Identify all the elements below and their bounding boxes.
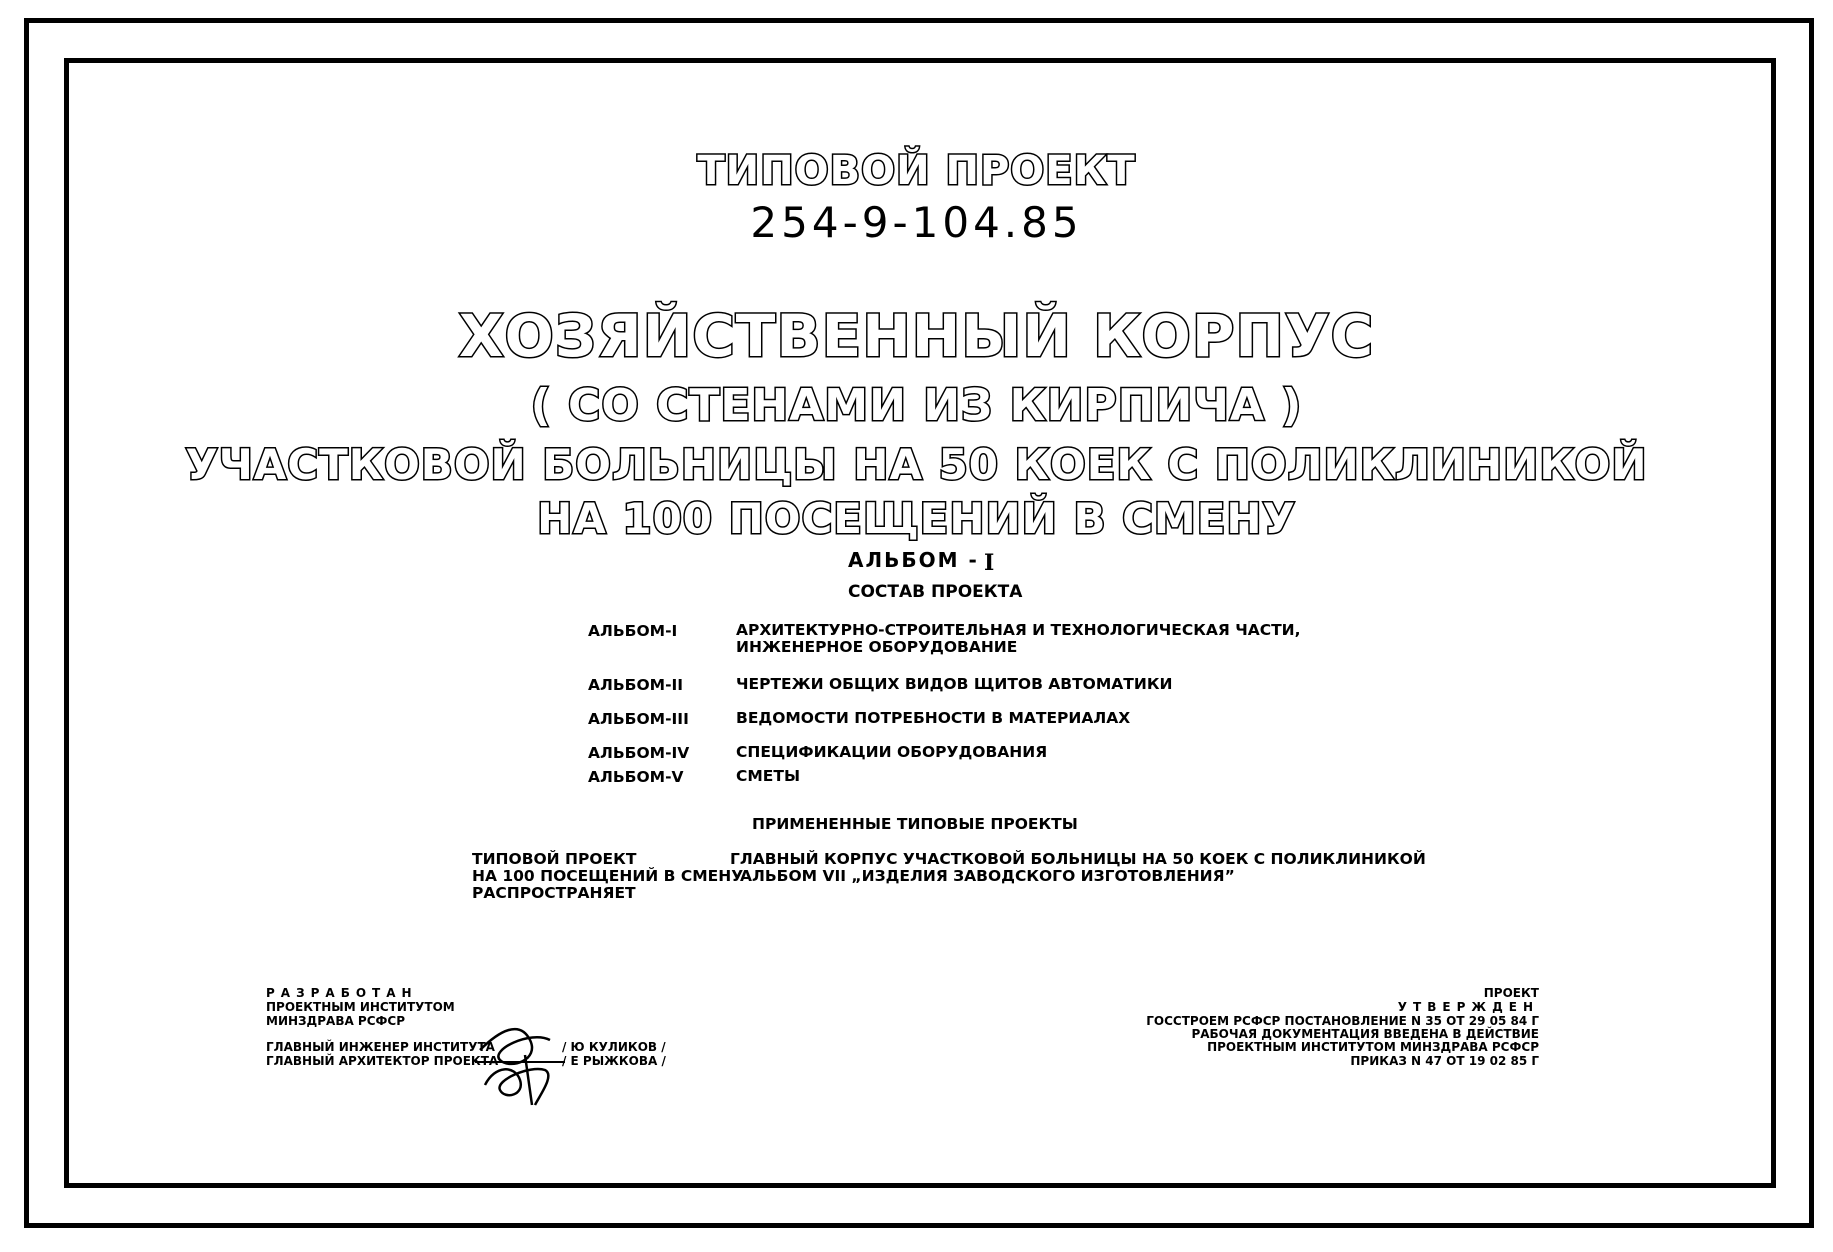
applied-line: ГЛАВНЫЙ КОРПУС УЧАСТКОВОЙ БОЛЬНИЦЫ НА 50 КОЕК С ПОЛИКЛИНИКОЙ xyxy=(730,850,1426,868)
subtitle-line-2: НА 100 ПОСЕЩЕНИЙ В СМЕНУ xyxy=(537,494,1296,543)
walls-subtitle: ( СО СТЕНАМИ ИЗ КИРПИЧА ) xyxy=(530,380,1303,431)
developer-heading: РАЗРАБОТАН xyxy=(266,986,418,1000)
album-description: СМЕТЫ xyxy=(736,767,801,785)
applied-line: РАСПРОСТРАНЯЕТ xyxy=(472,884,636,902)
signature-image xyxy=(470,1010,570,1110)
developer-line: МИНЗДРАВА РСФСР xyxy=(266,1014,406,1028)
approval-line: РАБОЧАЯ ДОКУМЕНТАЦИЯ ВВЕДЕНА В ДЕЙСТВИЕ xyxy=(1191,1027,1539,1041)
album-description-line: АРХИТЕКТУРНО-СТРОИТЕЛЬНАЯ И ТЕХНОЛОГИЧЕСКАЯ ЧАСТИ, xyxy=(736,621,1301,639)
architect-role: ГЛАВНЫЙ АРХИТЕКТОР ПРОЕКТА xyxy=(266,1054,499,1068)
album-description-line: ИНЖЕНЕРНОЕ ОБОРУДОВАНИЕ xyxy=(736,638,1018,656)
applied-line: НА 100 ПОСЕЩЕНИЙ В СМЕНУ xyxy=(472,867,744,885)
engineer-role: ГЛАВНЫЙ ИНЖЕНЕР ИНСТИТУТА xyxy=(266,1040,495,1054)
developer-line: ПРОЕКТНЫМ ИНСТИТУТОМ xyxy=(266,1000,455,1014)
album-code: АЛЬБОМ-I xyxy=(588,622,678,640)
applied-projects-title: ПРИМЕНЕННЫЕ ТИПОВЫЕ ПРОЕКТЫ xyxy=(752,815,1078,833)
album-description: ВЕДОМОСТИ ПОТРЕБНОСТИ В МАТЕРИАЛАХ xyxy=(736,709,1131,727)
architect-name: / Е РЫЖКОВА / xyxy=(562,1054,666,1068)
applied-line: АЛЬБОМ VII „ИЗДЕЛИЯ ЗАВОДСКОГО ИЗГОТОВЛЕНИЯ” xyxy=(740,867,1235,885)
approval-line: ПРОЕКТ xyxy=(1483,986,1539,1000)
approval-line: ГОССТРОЕМ РСФСР ПОСТАНОВЛЕНИЕ N 35 ОТ 29 05 84 Г xyxy=(1146,1014,1539,1028)
album-description xyxy=(736,622,1301,656)
approval-line: ПРОЕКТНЫМ ИНСТИТУТОМ МИНЗДРАВА РСФСР xyxy=(1207,1040,1539,1054)
main-title: ХОЗЯЙСТВЕННЫЙ КОРПУС xyxy=(458,302,1375,370)
subtitle-line-1: УЧАСТКОВОЙ БОЛЬНИЦЫ НА 50 КОЕК С ПОЛИКЛИНИКОЙ xyxy=(185,440,1648,489)
engineer-name: / Ю КУЛИКОВ / xyxy=(562,1040,666,1054)
album-number: I xyxy=(984,550,995,576)
project-number: 254-9-104.85 xyxy=(750,198,1083,247)
album-code: АЛЬБОМ-III xyxy=(588,710,689,728)
applied-line: ТИПОВОЙ ПРОЕКТ xyxy=(472,850,637,868)
composition-title: СОСТАВ ПРОЕКТА xyxy=(848,582,1023,602)
album-description: СПЕЦИФИКАЦИИ ОБОРУДОВАНИЯ xyxy=(736,743,1048,761)
approval-heading: УТВЕРЖДЕН xyxy=(1397,1000,1539,1014)
album-code: АЛЬБОМ-V xyxy=(588,768,684,786)
album-label: АЛЬБОМ - xyxy=(848,548,979,572)
album-description: ЧЕРТЕЖИ ОБЩИХ ВИДОВ ЩИТОВ АВТОМАТИКИ xyxy=(736,675,1173,693)
album-code: АЛЬБОМ-II xyxy=(588,676,684,694)
album-code: АЛЬБОМ-IV xyxy=(588,744,690,762)
type-label: ТИПОВОЙ ПРОЕКТ xyxy=(697,148,1136,194)
approval-line: ПРИКАЗ N 47 ОТ 19 02 85 Г xyxy=(1350,1054,1539,1068)
